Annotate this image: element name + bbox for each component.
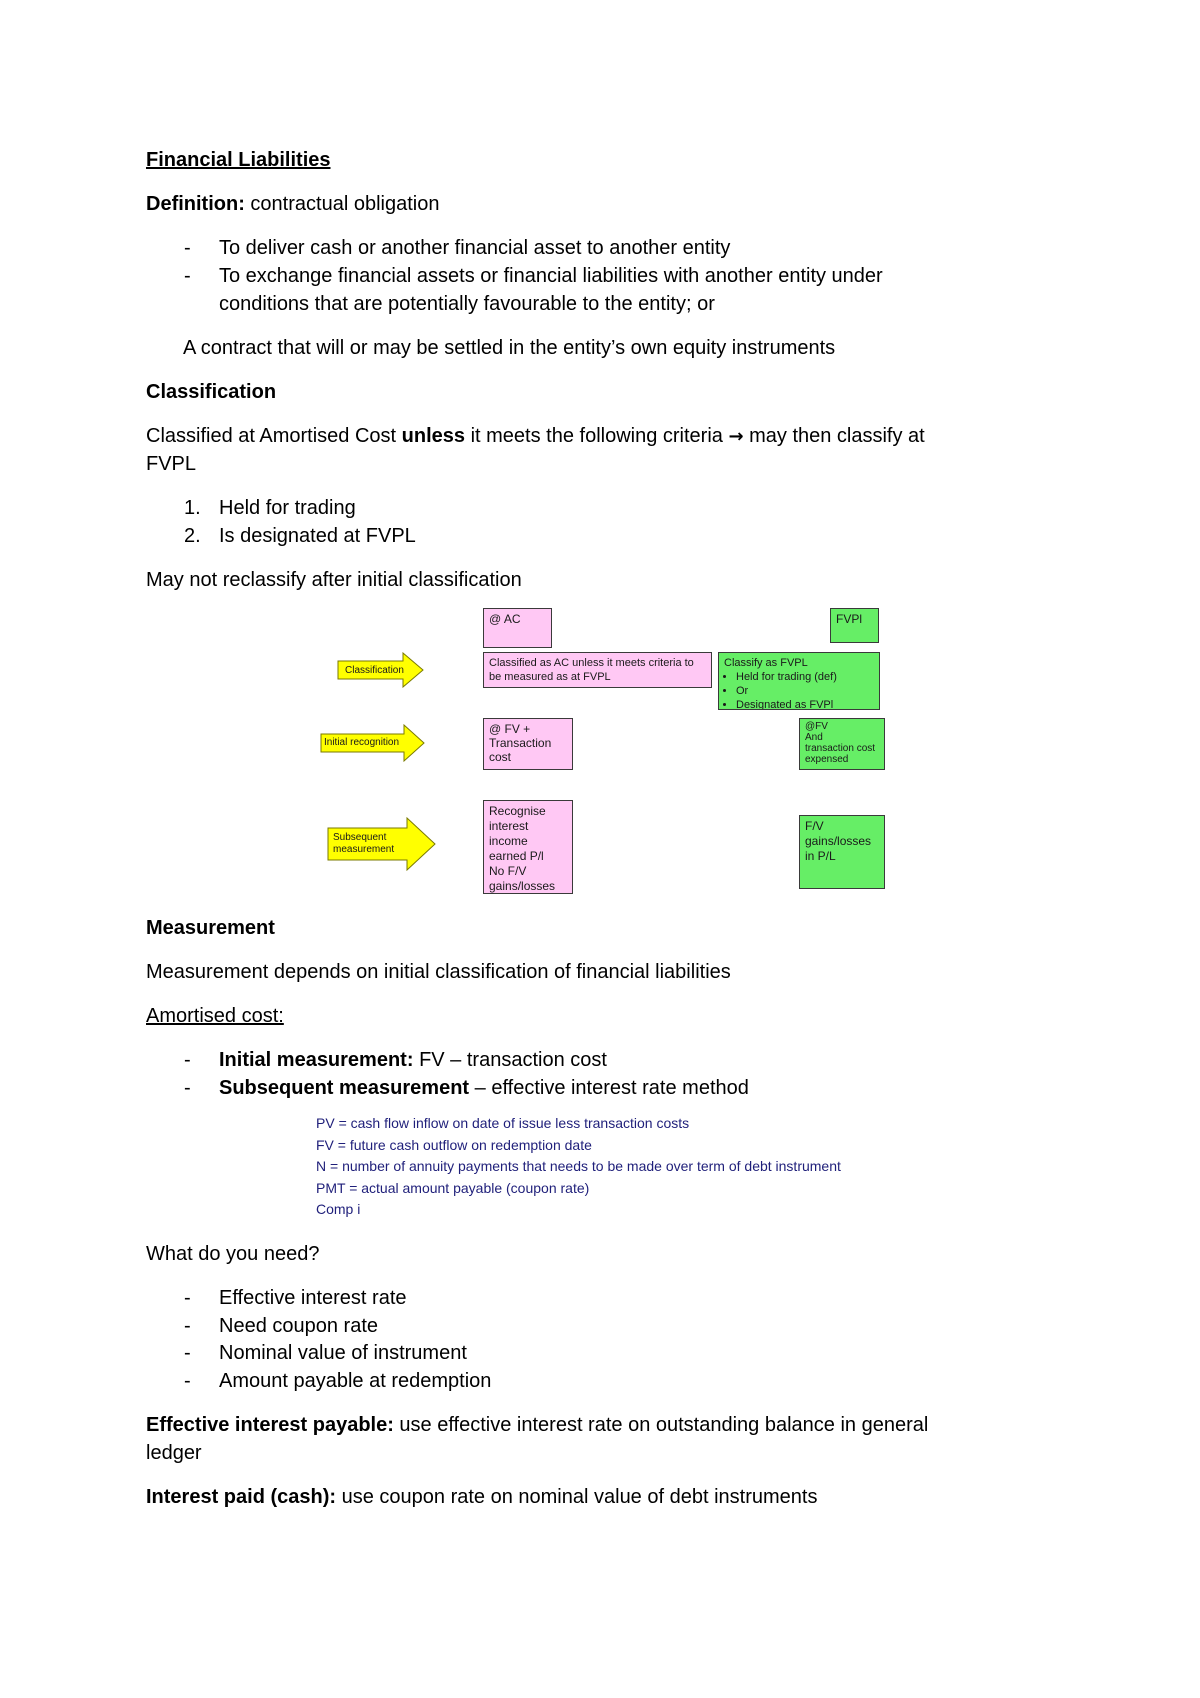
list-item: • Or bbox=[736, 684, 874, 698]
need-item: Amount payable at redemption bbox=[219, 1370, 492, 1392]
formula-block bbox=[316, 1113, 841, 1221]
reclassify-note: May not reclassify after initial classification bbox=[146, 569, 522, 591]
classify-fvpl-box bbox=[718, 652, 880, 710]
need-item: Effective interest rate bbox=[219, 1287, 407, 1309]
fvpl-subsequent-box bbox=[799, 815, 885, 889]
classify-fvpl-list bbox=[724, 670, 874, 710]
list-item: • Held for trading (def) bbox=[736, 670, 874, 684]
bullet-dash: - bbox=[184, 1342, 191, 1364]
box-line: interest bbox=[489, 819, 529, 833]
list-item: Is designated at FVPL bbox=[219, 525, 416, 547]
formula-line: N = number of annuity payments that needs to be made over term of debt instrument bbox=[316, 1158, 841, 1174]
formula-line: PV = cash flow inflow on date of issue less transaction costs bbox=[316, 1115, 690, 1131]
box-line: gains/losses bbox=[805, 834, 872, 848]
box-line: earned P/l bbox=[489, 849, 544, 863]
definition-text: contractual obligation bbox=[244, 193, 440, 215]
formula-line: PMT = actual amount payable (coupon rate) bbox=[316, 1179, 590, 1196]
subsequent-arrow-label-1: Subsequent bbox=[333, 832, 387, 843]
effective-interest-line-2: ledger bbox=[146, 1442, 202, 1464]
contract-line: A contract that will or may be settled in the entity’s own equity instruments bbox=[183, 337, 836, 359]
classified-ac-box: Classified as AC unless it meets criteria to be measured as at FVPL bbox=[483, 652, 712, 688]
box-line: income bbox=[489, 834, 528, 848]
ac-subsequent-box bbox=[483, 800, 573, 894]
measurement-heading: Measurement bbox=[146, 917, 275, 939]
need-item: Need coupon rate bbox=[219, 1315, 379, 1337]
classification-text-b: it meets the following criteria bbox=[465, 425, 729, 447]
fvpl-header-box: FVPl bbox=[830, 608, 879, 643]
classify-fvpl-title: Classify as FVPL bbox=[724, 657, 808, 669]
box-line: transaction cost bbox=[805, 743, 876, 754]
interest-paid-text: use coupon rate on nominal value of debt instruments bbox=[336, 1486, 818, 1508]
box-line: Transaction bbox=[489, 736, 552, 750]
initial-measurement-bullet bbox=[219, 1046, 607, 1074]
bullet-dash: - bbox=[184, 1049, 191, 1071]
box-line: in P/L bbox=[805, 849, 836, 863]
box-line: @FV bbox=[805, 721, 828, 732]
box-line: expensed bbox=[805, 754, 849, 765]
classification-text-a: Classified at Amortised Cost bbox=[146, 425, 402, 447]
bullet-bold: Subsequent measurement bbox=[219, 1077, 470, 1099]
ac-initial-box bbox=[483, 718, 573, 770]
effective-interest-line bbox=[146, 1411, 928, 1439]
classification-heading: Classification bbox=[146, 381, 277, 403]
amortised-cost-label: Amortised cost: bbox=[146, 1005, 284, 1027]
subsequent-arrow-label-2: measurement bbox=[333, 844, 395, 855]
list-item: • Designated as FVPl bbox=[736, 698, 874, 710]
definition-bullet-2-cont: conditions that are potentially favourable to the entity; or bbox=[219, 293, 715, 315]
bullet-dash: - bbox=[184, 1315, 191, 1337]
page-title: Financial Liabilities bbox=[146, 149, 331, 171]
box-line: F/V bbox=[805, 819, 824, 833]
classification-unless: unless bbox=[401, 425, 466, 447]
bullet-text: – effective interest rate method bbox=[469, 1077, 749, 1099]
measurement-intro: Measurement depends on initial classification of financial liabilities bbox=[146, 961, 731, 983]
need-item: Nominal value of instrument bbox=[219, 1342, 467, 1364]
box-line: And bbox=[805, 732, 823, 743]
formula-line: FV = future cash outflow on redemption date bbox=[316, 1136, 592, 1153]
interest-paid-line bbox=[146, 1483, 817, 1511]
box-line: Recognise bbox=[489, 804, 546, 818]
box-line: gains/losses bbox=[489, 879, 556, 893]
list-item: Held for trading bbox=[219, 497, 356, 519]
list-number: 1. bbox=[184, 497, 201, 519]
classification-text-c: may then classify at bbox=[743, 425, 925, 447]
interest-paid-label: Interest paid (cash): bbox=[146, 1486, 337, 1508]
classification-line bbox=[146, 422, 925, 451]
definition-bullet-2: To exchange financial assets or financial liabilities with another entity under bbox=[219, 265, 883, 287]
ac-header-box: @ AC bbox=[483, 608, 552, 648]
bullet-dash: - bbox=[184, 265, 191, 287]
initial-recognition-arrow-label: Initial recognition bbox=[324, 737, 400, 748]
effective-interest-label: Effective interest payable: bbox=[146, 1414, 394, 1436]
classification-line-2: FVPL bbox=[146, 453, 197, 475]
bullet-bold: Initial measurement: bbox=[219, 1049, 414, 1071]
definition-label: Definition: bbox=[146, 193, 245, 215]
right-arrow-icon: → bbox=[728, 426, 744, 447]
effective-interest-text: use effective interest rate on outstanding balance in general bbox=[393, 1414, 929, 1436]
bullet-dash: - bbox=[184, 237, 191, 259]
need-question: What do you need? bbox=[146, 1243, 320, 1265]
definition-bullet-1: To deliver cash or another financial asset to another entity bbox=[219, 237, 731, 259]
subsequent-measurement-bullet bbox=[219, 1074, 749, 1102]
box-line: @ FV + bbox=[489, 722, 531, 736]
formula-line: Comp i bbox=[316, 1201, 361, 1217]
fvpl-initial-box bbox=[799, 718, 885, 770]
bullet-dash: - bbox=[184, 1370, 191, 1392]
list-number: 2. bbox=[184, 525, 201, 547]
box-line: No F/V bbox=[489, 864, 527, 878]
bullet-dash: - bbox=[184, 1287, 191, 1309]
bullet-dash: - bbox=[184, 1077, 191, 1099]
definition-line bbox=[146, 190, 439, 218]
box-line: cost bbox=[489, 750, 512, 764]
bullet-text: FV – transaction cost bbox=[413, 1049, 607, 1071]
classification-arrow-label: Classification bbox=[345, 665, 404, 676]
